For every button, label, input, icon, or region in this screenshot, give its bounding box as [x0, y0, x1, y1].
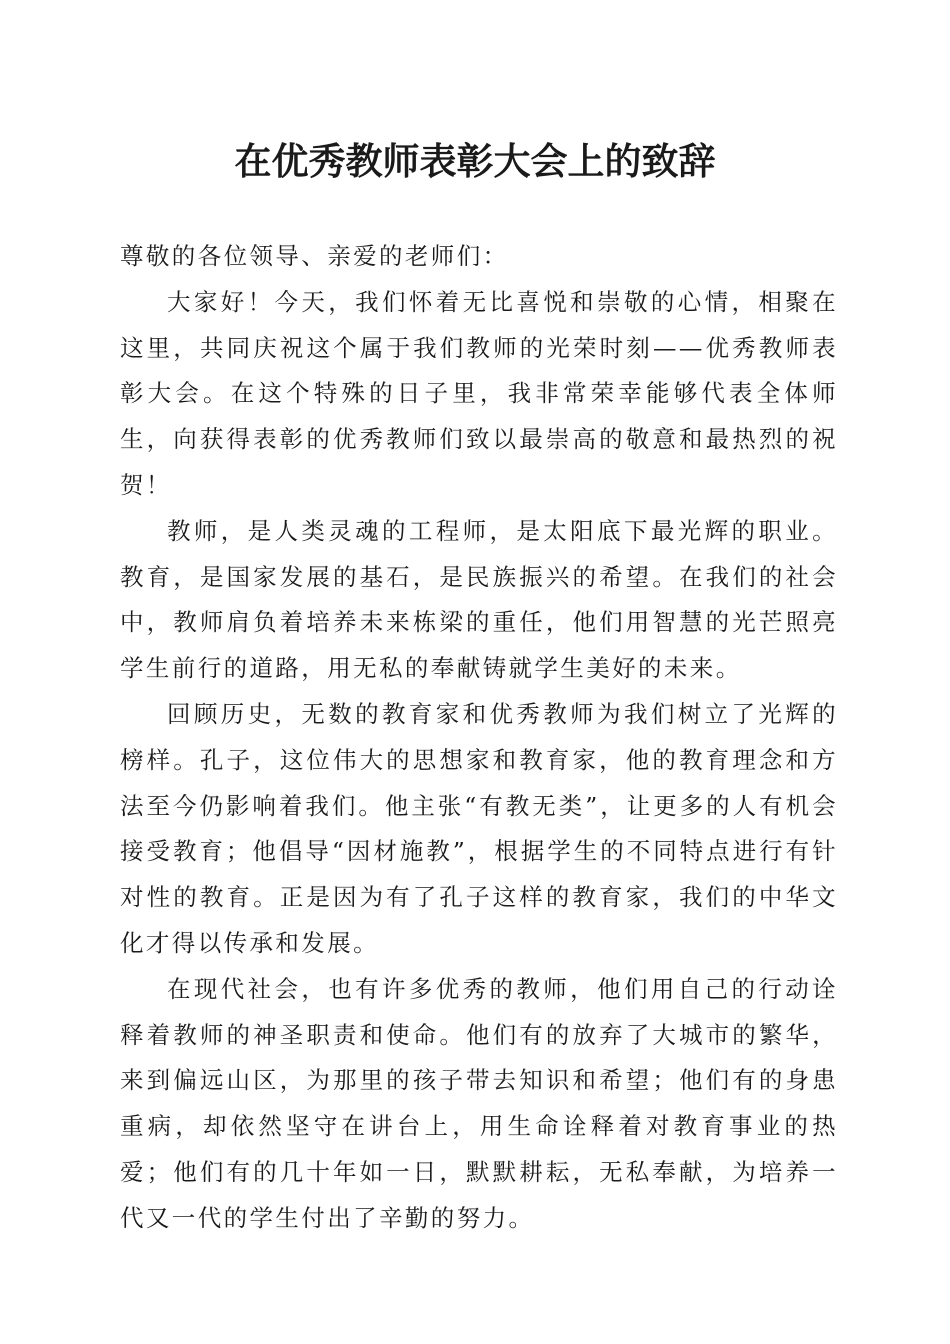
paragraph-2: 教师，是人类灵魂的工程师，是太阳底下最光辉的职业。教育，是国家发展的基石，是民族振兴的希望。在我们的社会中，教师肩负着培养未来栋梁的重任，他们用智慧的光芒照亮学生前行的道路，用无私的奉献铸就学生美好的未来。	[120, 516, 838, 683]
document-body	[120, 234, 838, 1242]
document-title: 在优秀教师表彰大会上的致辞	[234, 139, 716, 183]
paragraph-3: 回顾历史，无数的教育家和优秀教师为我们树立了光辉的榜样。孔子，这位伟大的思想家和教育家，他的教育理念和方法至今仍影响着我们。他主张“有教无类”，让更多的人有机会接受教育；他倡导“因材施教”，根据学生的不同特点进行有针对性的教育。正是因为有了孔子这样的教育家，我们的中华文化才得以传承和发展。	[120, 699, 838, 957]
paragraph-4: 在现代社会，也有许多优秀的教师，他们用自己的行动诠释着教师的神圣职责和使命。他们有的放弃了大城市的繁华，来到偏远山区，为那里的孩子带去知识和希望；他们有的身患重病，却依然坚守在讲台上，用生命诠释着对教育事业的热爱；他们有的几十年如一日，默默耕耘，无私奉献，为培养一代又一代的学生付出了辛勤的努力。	[120, 974, 838, 1232]
paragraph-1: 大家好！今天，我们怀着无比喜悦和崇敬的心情，相聚在这里，共同庆祝这个属于我们教师的光荣时刻——优秀教师表彰大会。在这个特殊的日子里，我非常荣幸能够代表全体师生，向获得表彰的优秀教师们致以最崇高的敬意和最热烈的祝贺！	[120, 287, 838, 499]
salutation: 尊敬的各位领导、亲爱的老师们：	[120, 242, 509, 270]
